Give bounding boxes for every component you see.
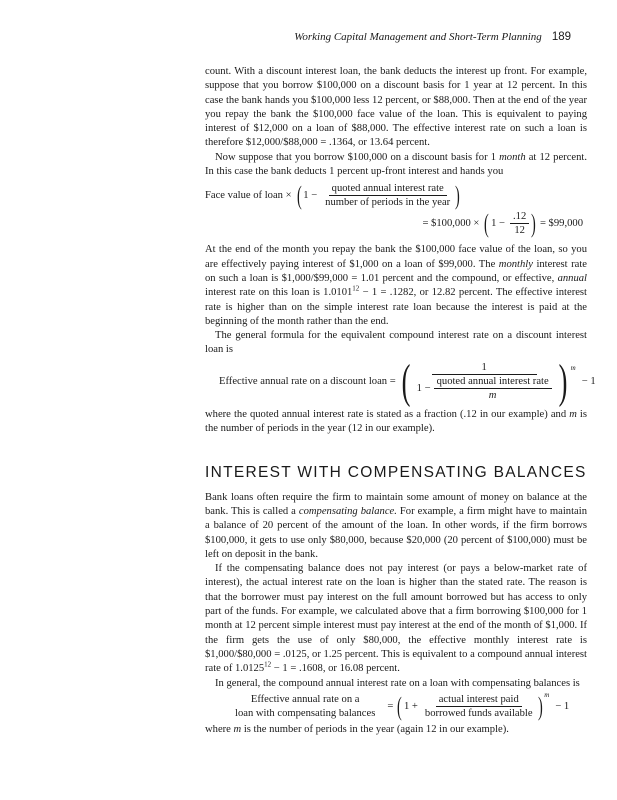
paragraph-where <box>205 408 587 437</box>
fraction-denominator: number of periods in the year <box>325 197 451 209</box>
paragraph-compensating-balance <box>205 491 587 562</box>
paragraph-where-again <box>205 723 587 737</box>
one-minus: 1 − <box>491 217 506 229</box>
equation-result: = $99,000 <box>539 217 583 229</box>
paragraph-discount-loan: count. With a discount interest loan, the bank deducts the interest up front. For example, suppose that you borrow $100,000 on a discount basis for 1 year at 12 percent. In this case the bank hands you $100,000 less 12 percent, or $88,000. Then at the end of the year you repay the bank the $100,000 face value of the loan. This is equivalent to paying interest of $12,000 on a loan of $88,000. The effective interest rate on such a loan is therefore $12,000/$88,000 = .1364, or 13.64 percent. <box>205 66 587 149</box>
fraction-outer <box>414 361 555 402</box>
equation-face-value <box>205 182 587 237</box>
text-run: − 1 = .1608, or 16.08 percent. <box>271 663 400 675</box>
running-title: Working Capital Management and Short-Term Planning <box>294 31 542 43</box>
emphasis-m: m <box>569 408 577 420</box>
fraction-rate-over-periods <box>322 182 453 209</box>
fraction-denominator: 12 <box>514 225 525 237</box>
text-run: At the end of the month you repay the bank the $100,000 face value of the loan, so you are effectively paying interest of $1,000 on a loan of $99,000. The <box>205 244 587 270</box>
open-paren: ( <box>296 180 302 210</box>
fraction-numerator: actual interest paid <box>436 693 522 707</box>
fraction-denominator <box>414 375 555 402</box>
text-run: where <box>205 723 234 735</box>
text-run: where the quoted annual interest rate is stated as a fraction (.12 in our example) and <box>205 408 570 420</box>
section-heading: INTEREST WITH COMPENSATING BALANCES <box>205 464 587 482</box>
close-paren: ) <box>537 691 543 721</box>
open-paren: ( <box>401 354 411 408</box>
lhs-line-2: loan with compensating balances <box>235 707 376 719</box>
equation-lhs: Effective annual rate on a discount loan = <box>219 375 396 387</box>
exponent: 12 <box>352 284 360 293</box>
text-run: If the compensating balance does not pay interest (or pays a below-market rate of interest), the actual interest rate on the loan is higher than the stated rate. The reason is that the borrower must pay interest on the full amount borrowed but has access to only part of the funds. For example, we calculated above that a firm borrowing $100,000 for 1 month at 12 percent simple interest must pay interest at the end of the month of $1,000. If the firm gets the use of only $80,000, the effective monthly interest rate is $1,000/$80,000 = .0125, or 1.25 percent. This is equivalent to a compound annual interest rate of 1.0125 <box>205 563 587 675</box>
text-run: at 12 percent. In this case the bank deducts 1 percent up-front interest and hands you <box>205 151 587 178</box>
equation-line-2 <box>205 210 583 237</box>
close-paren: ) <box>455 180 460 210</box>
emphasis-m: m <box>233 723 242 735</box>
fraction-numerator: 1 <box>432 361 537 375</box>
equation-discount-loan: Effective annual rate on a discount loan = ( 1 1 − $\frac{\text{quoted annual interest rate}}{m}$ ) m − 1 <box>219 354 596 408</box>
one-plus: 1 + <box>403 700 418 712</box>
page-number: 189 <box>551 31 571 43</box>
text-run: − 1 = .1282, or 12.82 percent. The effective interest rate is higher than on the simple interest rate loan because the interest is paid at the beginning of the month rather than the end. <box>205 287 587 327</box>
text-run: interest rate on such a loan is $1,000/$99,000 = 1.01 percent and the compound, or effective, <box>205 258 588 284</box>
emphasis-compensating-balance: compensating balance. <box>298 505 397 517</box>
text-run: For example, a firm might have to maintain a balance of 20 percent of the amount of the loan. In other words, if the firm borrows $100,000, it gets to use only $80,000, because $20,000 (20 percent of $100,000) must be left on deposit in the bank. <box>205 505 587 560</box>
body-text <box>205 65 596 737</box>
open-paren: ( <box>397 691 403 721</box>
one-minus: 1 − <box>303 189 318 201</box>
emphasis-monthly: monthly <box>498 258 533 270</box>
paragraph-in-general: In general, the compound annual interest rate on a loan with compensating balances is <box>215 677 580 689</box>
text-run: Now suppose that you borrow $100,000 on a discount basis for 1 <box>215 151 500 163</box>
fraction-numerator: quoted annual interest rate <box>434 375 552 389</box>
one-minus: 1 − <box>416 383 431 395</box>
equals-sign: = <box>387 700 394 712</box>
minus-one: − 1 <box>555 700 570 712</box>
paragraph-effective-rate <box>205 243 587 329</box>
text-run: interest rate on this loan is 1.0101 <box>205 287 353 299</box>
exponent: 12 <box>264 660 272 669</box>
equation-compensating-balance: Effective annual rate on a loan with compensating balances = ( 1 + $\frac{\text{actual interest paid}}{\text{borrowed funds available}}$ ) m − 1 <box>235 690 570 721</box>
equation-line-1 <box>205 182 587 209</box>
equation-lhs-line2: = $100,000 × <box>422 217 480 229</box>
fraction-denominator: borrowed funds available <box>424 708 533 720</box>
running-head <box>294 31 571 43</box>
emphasis-annual: annual <box>557 272 587 284</box>
equation-lhs <box>235 693 375 721</box>
paragraph-general-formula: The general formula for the equivalent compound interest rate on a discount interest loan is <box>205 330 587 356</box>
fraction-12-over-12 <box>510 210 529 237</box>
minus-one: − 1 <box>581 375 596 387</box>
close-paren: ) <box>531 208 536 238</box>
close-paren: ) <box>558 354 568 408</box>
equation-lhs: Face value of loan × <box>205 189 292 201</box>
emphasis-month: month <box>499 151 526 163</box>
open-paren: ( <box>484 208 490 238</box>
fraction-denominator: m <box>488 390 497 402</box>
fraction-numerator: .12 <box>510 210 529 224</box>
lhs-line-1: Effective annual rate on a <box>250 693 360 705</box>
paragraph-actual-rate <box>205 562 587 676</box>
paragraph-monthly-discount <box>205 151 587 180</box>
fraction-numerator: quoted annual interest rate <box>329 182 447 196</box>
fraction-inner <box>434 375 552 402</box>
fraction-interest-over-funds <box>422 693 536 720</box>
text-run: is the number of periods in the year (again 12 in our example). <box>241 723 509 735</box>
text-run: is the number of periods in the year (12 in our example). <box>205 408 587 435</box>
text-run: Bank loans often require the firm to maintain some amount of money on balance at the bank. This is called a <box>205 491 587 517</box>
